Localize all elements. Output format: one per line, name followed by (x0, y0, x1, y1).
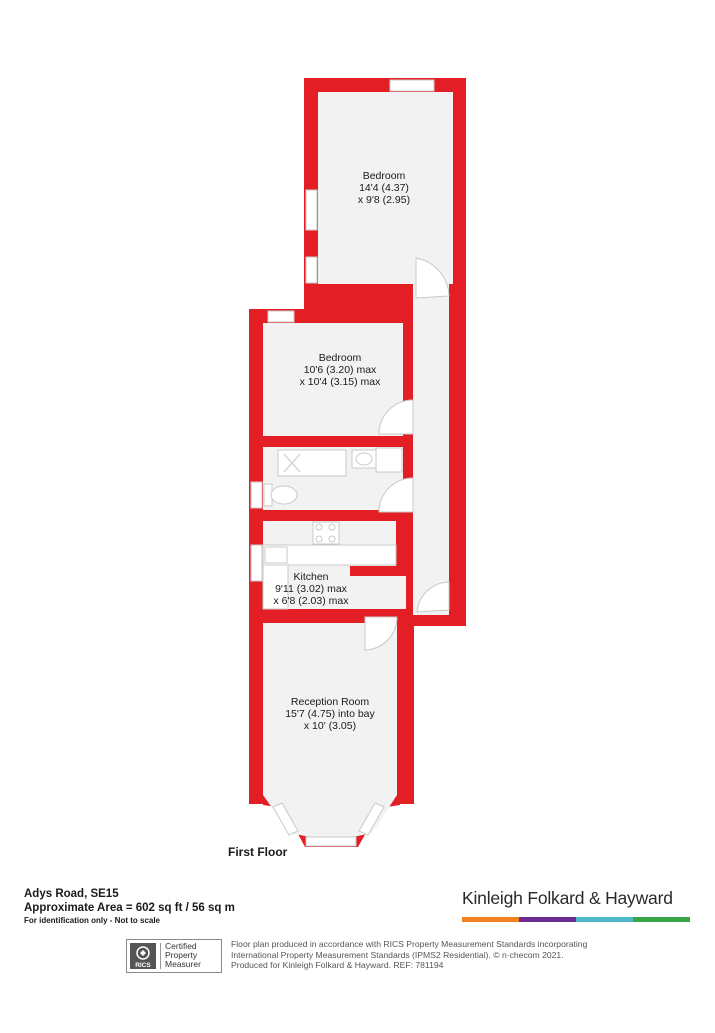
brand-bar-green (633, 917, 690, 922)
window-bathroom (251, 482, 262, 508)
rics-divider (160, 943, 161, 969)
rics-line: Measurer (165, 959, 201, 969)
room-name: Kitchen (293, 571, 329, 583)
room-label-bedroom-1 (358, 170, 410, 206)
room-name: Bedroom (362, 170, 406, 182)
room-dim: x 9'8 (2.95) (357, 194, 411, 206)
room-dim: x 6'8 (2.03) max (273, 595, 349, 607)
disclaimer-line: Produced for Kinleigh Folkard & Hayward. REF: 781194 (231, 960, 444, 970)
rics-line: Certified (165, 941, 197, 951)
room-dim: 10'6 (3.20) max (303, 364, 377, 376)
bathtub (278, 450, 346, 476)
room-dim: 9'11 (3.02) max (275, 583, 347, 595)
room-dim: x 10'4 (3.15) max (299, 376, 381, 388)
room-dim: x 10' (3.05) (303, 720, 357, 732)
toilet-bowl (271, 486, 297, 504)
window-bedroom-left-2 (306, 257, 317, 283)
room-name: Bedroom (318, 352, 362, 364)
approximate-area: Approximate Area = 602 sq ft / 56 sq m (24, 902, 235, 914)
window-bedroom-left (306, 190, 317, 230)
identification-note: For identification only - Not to scale (24, 916, 161, 925)
property-address: Adys Road, SE15 (24, 888, 119, 900)
disclaimer-line: International Property Measurement Standards (IPMS2 Residential). © n·checom 2021. (231, 949, 564, 960)
rics-line: Property (165, 950, 198, 960)
brand-bar-orange (462, 917, 519, 922)
rics-badge-text (165, 942, 201, 969)
rics-logo-text: RICS (135, 962, 151, 969)
floor-label: First Floor (228, 845, 288, 859)
rics-logo-icon (130, 943, 156, 969)
room-name: Reception Room (290, 696, 370, 708)
measurement-disclaimer (231, 939, 587, 971)
agent-brand-name: Kinleigh Folkard & Hayward (462, 888, 673, 908)
rics-certified-badge (126, 939, 222, 973)
sink (265, 547, 287, 563)
room-dim: 15'7 (4.75) into bay (285, 708, 375, 720)
brand-bar-teal (576, 917, 633, 922)
hallway-floor (413, 282, 449, 615)
cabinet (376, 448, 402, 472)
room-dim: 14'4 (4.37) (359, 182, 409, 194)
window-kitchen (251, 545, 262, 581)
brand-bar-purple (519, 917, 576, 922)
disclaimer-line: Floor plan produced in accordance with RICS Property Measurement Standards incorporating (231, 939, 588, 949)
window-bedroom-top (390, 80, 434, 91)
window-bay-bottom (306, 837, 356, 846)
window-bedroom2-top (268, 311, 294, 322)
